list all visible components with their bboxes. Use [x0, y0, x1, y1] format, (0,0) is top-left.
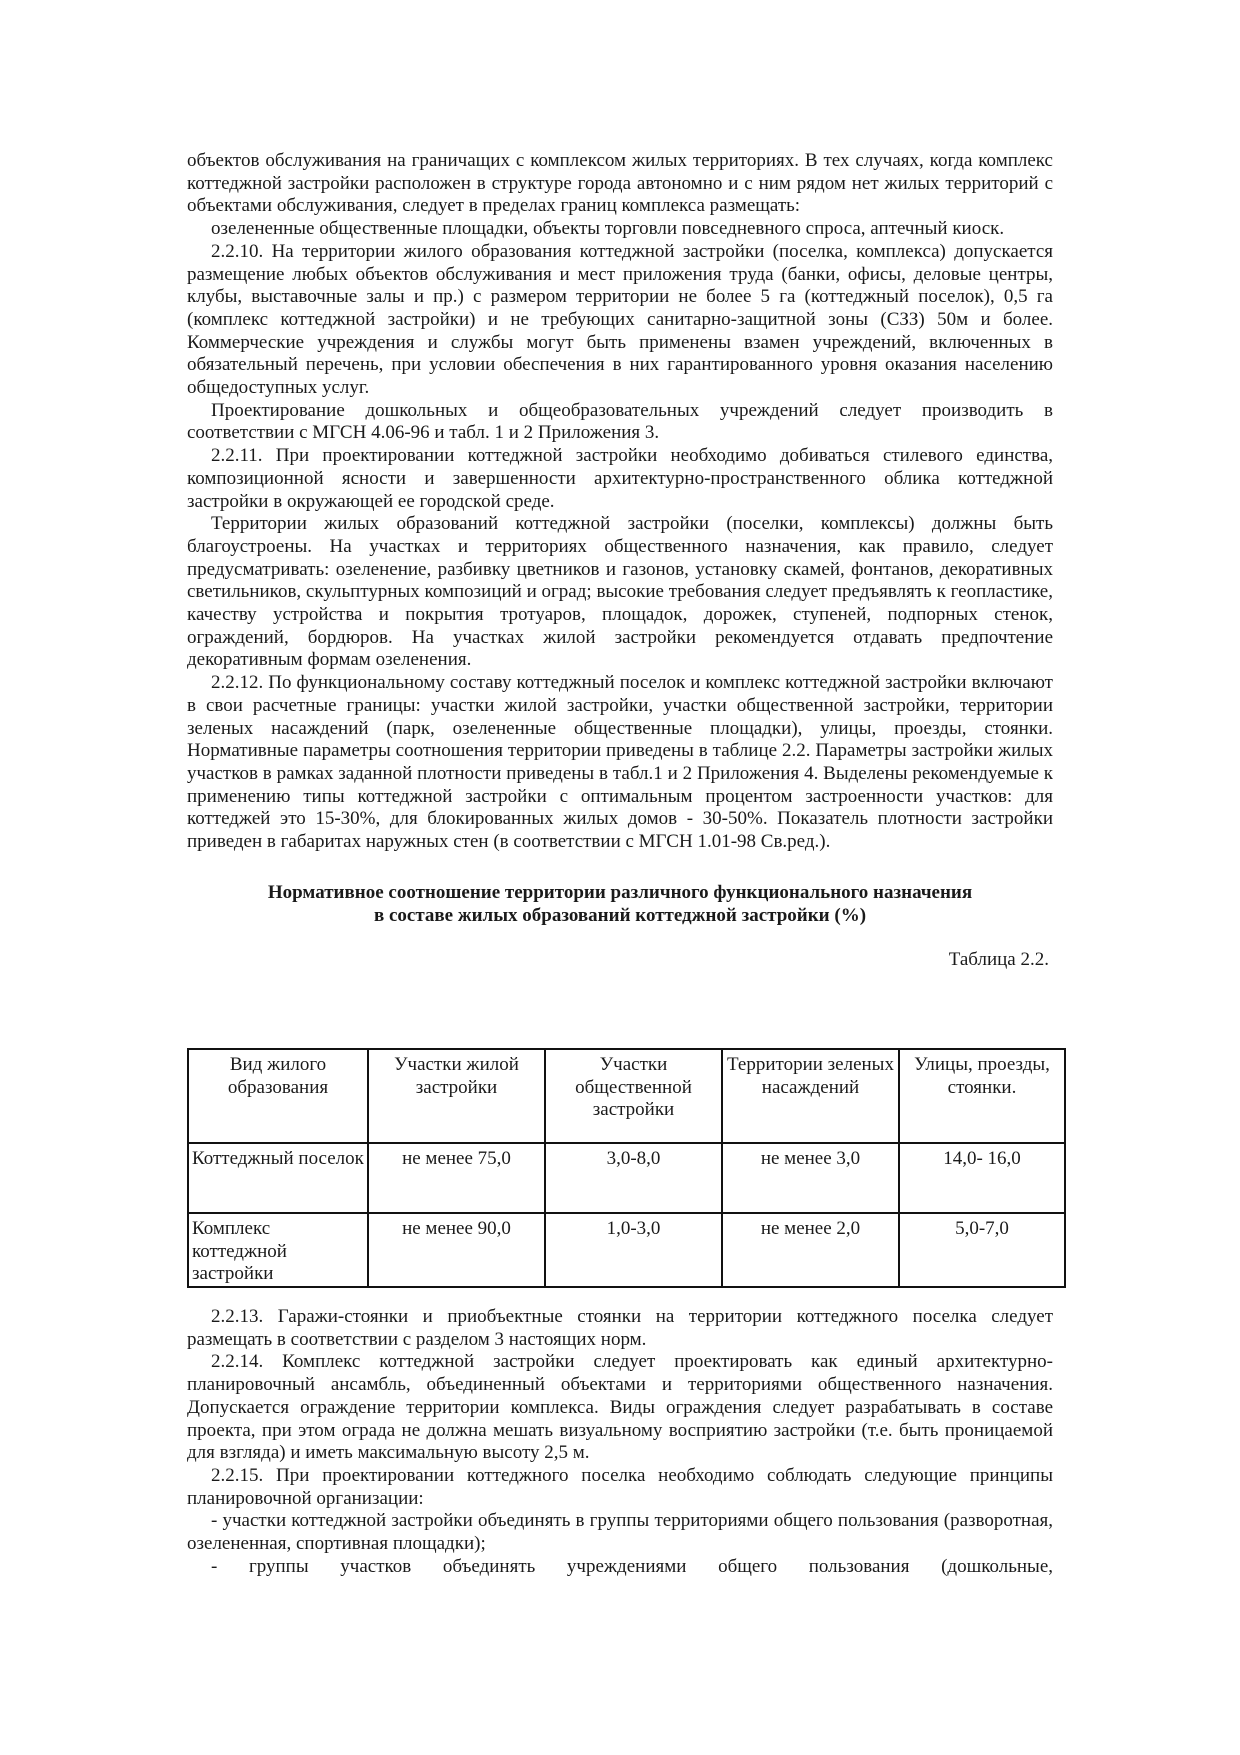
document-body — [187, 150, 1053, 972]
table-caption-line1: Нормативное соотношение территории различного функционального назначения — [267, 881, 973, 903]
table-cell: 5,0-7,0 — [899, 1213, 1065, 1287]
table-cell: Комплекс коттеджной застройки — [188, 1213, 368, 1287]
paragraph-2-2-12: 2.2.12. По функциональному составу коттеджный поселок и комплекс коттеджной застройки включают в свои расчетные границы: участки жилой застройки, участки общественной застройки, территории зеленых насаждений (парк, озелененные общественные площадки), улицы, проезды, стоянки. Нормативные параметры соотношения территории приведены в таблице 2.2. Параметры застройки жилых участков в рамках заданной плотности приведены в табл.1 и 2 Приложения 4. Выделены рекомендуемые к применению типы коттеджной застройки с оптимальным процентом застроенности участков: для коттеджей это 15-30%, для блокированных жилых домов - 30-50%. Показатель плотности застройки приведен в габаритах наружных стен (в соответствии с МГСН 1.01-98 Св.ред.). — [187, 672, 1053, 853]
table-row — [188, 1143, 1065, 1213]
table-header-cell: Участки общественной застройки — [545, 1049, 722, 1143]
paragraph-schools: Проектирование дошкольных и общеобразовательных учреждений следует производить в соответствии с МГСН 4.06-96 и табл. 1 и 2 Приложения 3. — [187, 399, 1053, 444]
list-item-groups: - участки коттеджной застройки объединять в группы территориями общего пользования (разворотная, озелененная, спортивная площадки); — [187, 1510, 1053, 1555]
table-cell: 14,0- 16,0 — [899, 1143, 1065, 1213]
table-header-row — [188, 1049, 1065, 1143]
paragraph-2-2-14: 2.2.14. Комплекс коттеджной застройки следует проектировать как единый архитектурно-планировочный ансамбль, объединенный объектами и территориями общественного назначения. Допускается ограждение территории комплекса. Виды ограждения следует разрабатывать в составе проекта, при этом ограда не должна мешать визуальному восприятию застройки (т.е. быть проницаемой для взгляда) и иметь максимальную высоту 2,5 м. — [187, 1351, 1053, 1464]
document-body-after-table — [187, 1306, 1053, 1578]
paragraph-2-2-15: 2.2.15. При проектировании коттеджного поселка необходимо соблюдать следующие принципы планировочной организации: — [187, 1464, 1053, 1509]
table-cell: 3,0-8,0 — [545, 1143, 722, 1213]
table-cell: не менее 90,0 — [368, 1213, 545, 1287]
table-cell: не менее 3,0 — [722, 1143, 899, 1213]
territory-ratio-table — [187, 1048, 1066, 1288]
table-header-cell: Вид жилого образования — [188, 1049, 368, 1143]
table-cell: не менее 2,0 — [722, 1213, 899, 1287]
table-caption — [187, 881, 1053, 927]
table-row — [188, 1213, 1065, 1287]
table-caption-line2: в составе жилых образований коттеджной застройки (%) — [373, 904, 867, 926]
paragraph-2-2-10: 2.2.10. На территории жилого образования коттеджной застройки (поселка, комплекса) допускается размещение любых объектов обслуживания и мест приложения труда (банки, офисы, деловые центры, клубы, выставочные залы и пр.) с размером территории не более 5 га (коттеджный поселок), 0,5 га (комплекс коттеджной застройки) и не требующих санитарно-защитной зоны (СЗЗ) 50м и более. Коммерческие учреждения и службы могут быть применены взамен учреждений, включенных в обязательный перечень, при условии обеспечения в них гарантированного уровня оказания населению общедоступных услуг. — [187, 240, 1053, 399]
paragraph-list-services: озелененные общественные площадки, объекты торговли повседневного спроса, аптечный киоск. — [211, 218, 1005, 240]
paragraph-2-2-13: 2.2.13. Гаражи-стоянки и приобъектные стоянки на территории коттеджного поселка следует размещать в соответствии с разделом 3 настоящих норм. — [187, 1306, 1053, 1350]
paragraph-continuation: объектов обслуживания на граничащих с комплексом жилых территориях. В тех случаях, когда комплекс коттеджной застройки расположен в структуре города автономно и с ним рядом нет жилых территорий с объектами обслуживания, следует в пределах границ комплекса размещать: — [187, 150, 1053, 217]
table-cell: не менее 75,0 — [368, 1143, 545, 1213]
paragraph-2-2-11: 2.2.11. При проектировании коттеджной застройки необходимо добиваться стилевого единства, композиционной ясности и завершенности архитектурно-пространственного облика коттеджной застройки в окружающей ее городской среде. — [187, 445, 1053, 512]
table-number: Таблица 2.2. — [948, 948, 1049, 970]
table-cell: Коттеджный поселок — [188, 1143, 368, 1213]
table-header-cell: Территории зеленых насаждений — [722, 1049, 899, 1143]
table-cell: 1,0-3,0 — [545, 1213, 722, 1287]
table-header-cell: Участки жилой застройки — [368, 1049, 545, 1143]
list-item-public-facilities: - группы участков объединять учреждениями общего пользования (дошкольные, — [211, 1555, 1053, 1577]
table-header-cell: Улицы, проезды, стоянки. — [899, 1049, 1065, 1143]
paragraph-landscaping: Территории жилых образований коттеджной застройки (поселки, комплексы) должны быть благоустроены. На участках и территориях общественного назначения, как правило, следует предусматривать: озеленение, разбивку цветников и газонов, установку скамей, фонтанов, декоративных светильников, скульптурных композиций и оград; высокие требования следует предъявлять к геопластике, качеству устройства и покрытия тротуаров, площадок, дорожек, ступеней, подпорных стенок, ограждений, бордюров. На участках жилой застройки рекомендуется отдавать предпочтение декоративным формам озеленения. — [187, 513, 1053, 671]
